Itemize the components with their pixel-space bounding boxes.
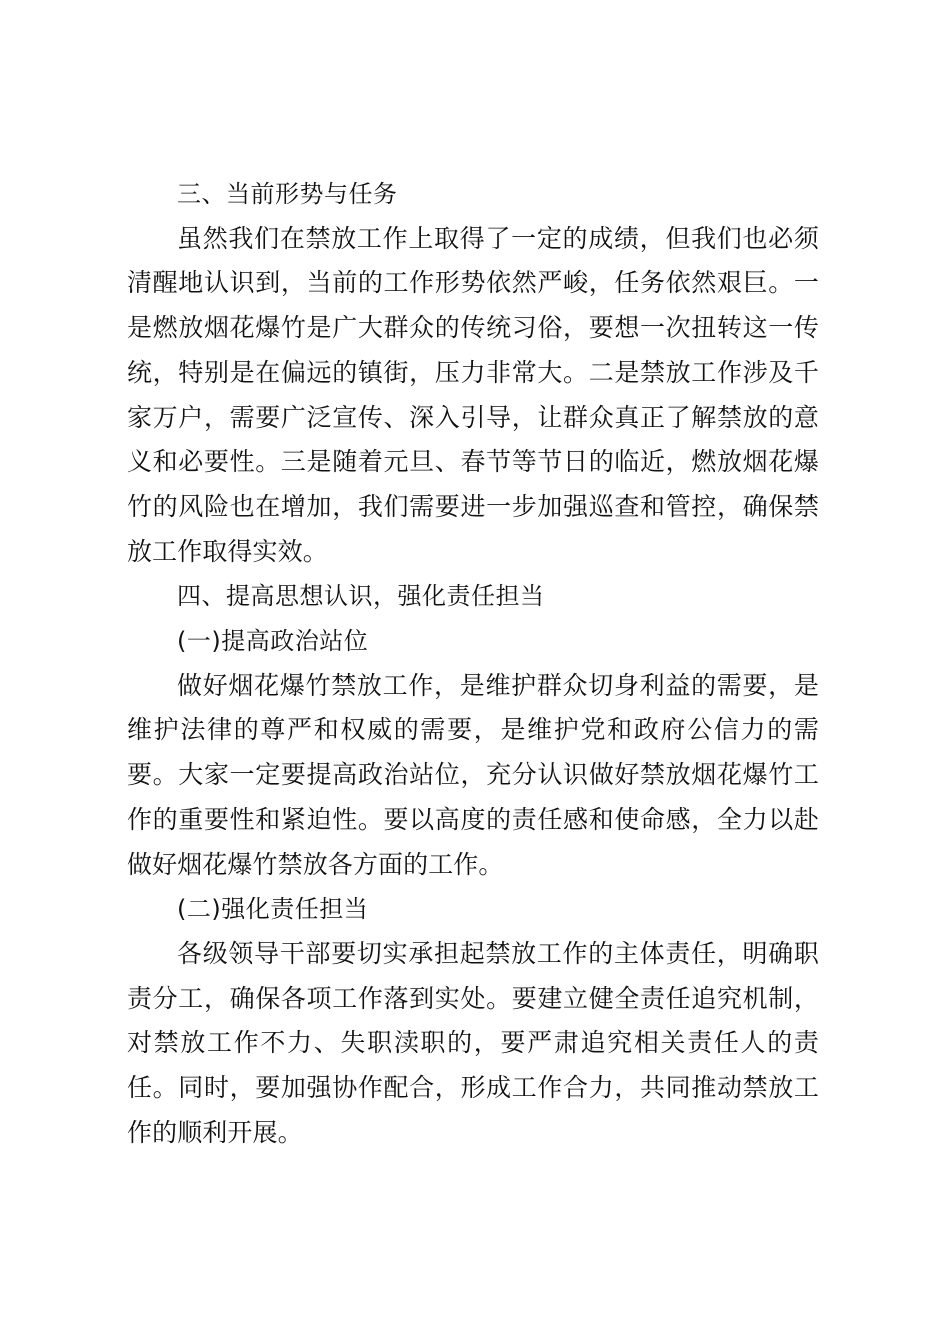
paragraph-responsibility: 各级领导干部要切实承担起禁放工作的主体责任，明确职责分工，确保各项工作落到实处。要建立健全责任追究机制，对禁放工作不力、失职渎职的，要严肃追究相关责任人的责任。同时，要加强协作配合，形成工作合力，共同推动禁放工作的顺利开展。: [127, 938, 819, 1147]
section-heading-current-situation: 三、当前形势与任务: [177, 180, 398, 208]
subheading-political-stance: (一)提高政治站位: [177, 627, 369, 656]
section-heading-raise-awareness: 四、提高思想认识，强化责任担当: [177, 582, 545, 611]
document-body: [127, 172, 819, 1155]
paragraph-political-stance: 做好烟花爆竹禁放工作，是维护群众切身利益的需要，是维护法律的尊严和权威的需要，是维护党和政府公信力的需要。大家一定要提高政治站位，充分认识做好禁放烟花爆竹工作的重要性和紧迫性。要以高度的责任感和使命感，全力以赴做好烟花爆竹禁放各方面的工作。: [127, 670, 819, 879]
paragraph-current-situation: 虽然我们在禁放工作上取得了一定的成绩，但我们也必须清醒地认识到，当前的工作形势依然严峻，任务依然艰巨。一是燃放烟花爆竹是广大群众的传统习俗，要想一次扭转这一传统，特别是在偏远的镇街，压力非常大。二是禁放工作涉及千家万户，需要广泛宣传、深入引导，让群众真正了解禁放的意义和必要性。三是随着元旦、春节等节日的临近，燃放烟花爆竹的风险也在增加，我们需要进一步加强巡查和管控，确保禁放工作取得实效。: [127, 223, 819, 566]
subheading-responsibility: (二)强化责任担当: [177, 895, 369, 924]
